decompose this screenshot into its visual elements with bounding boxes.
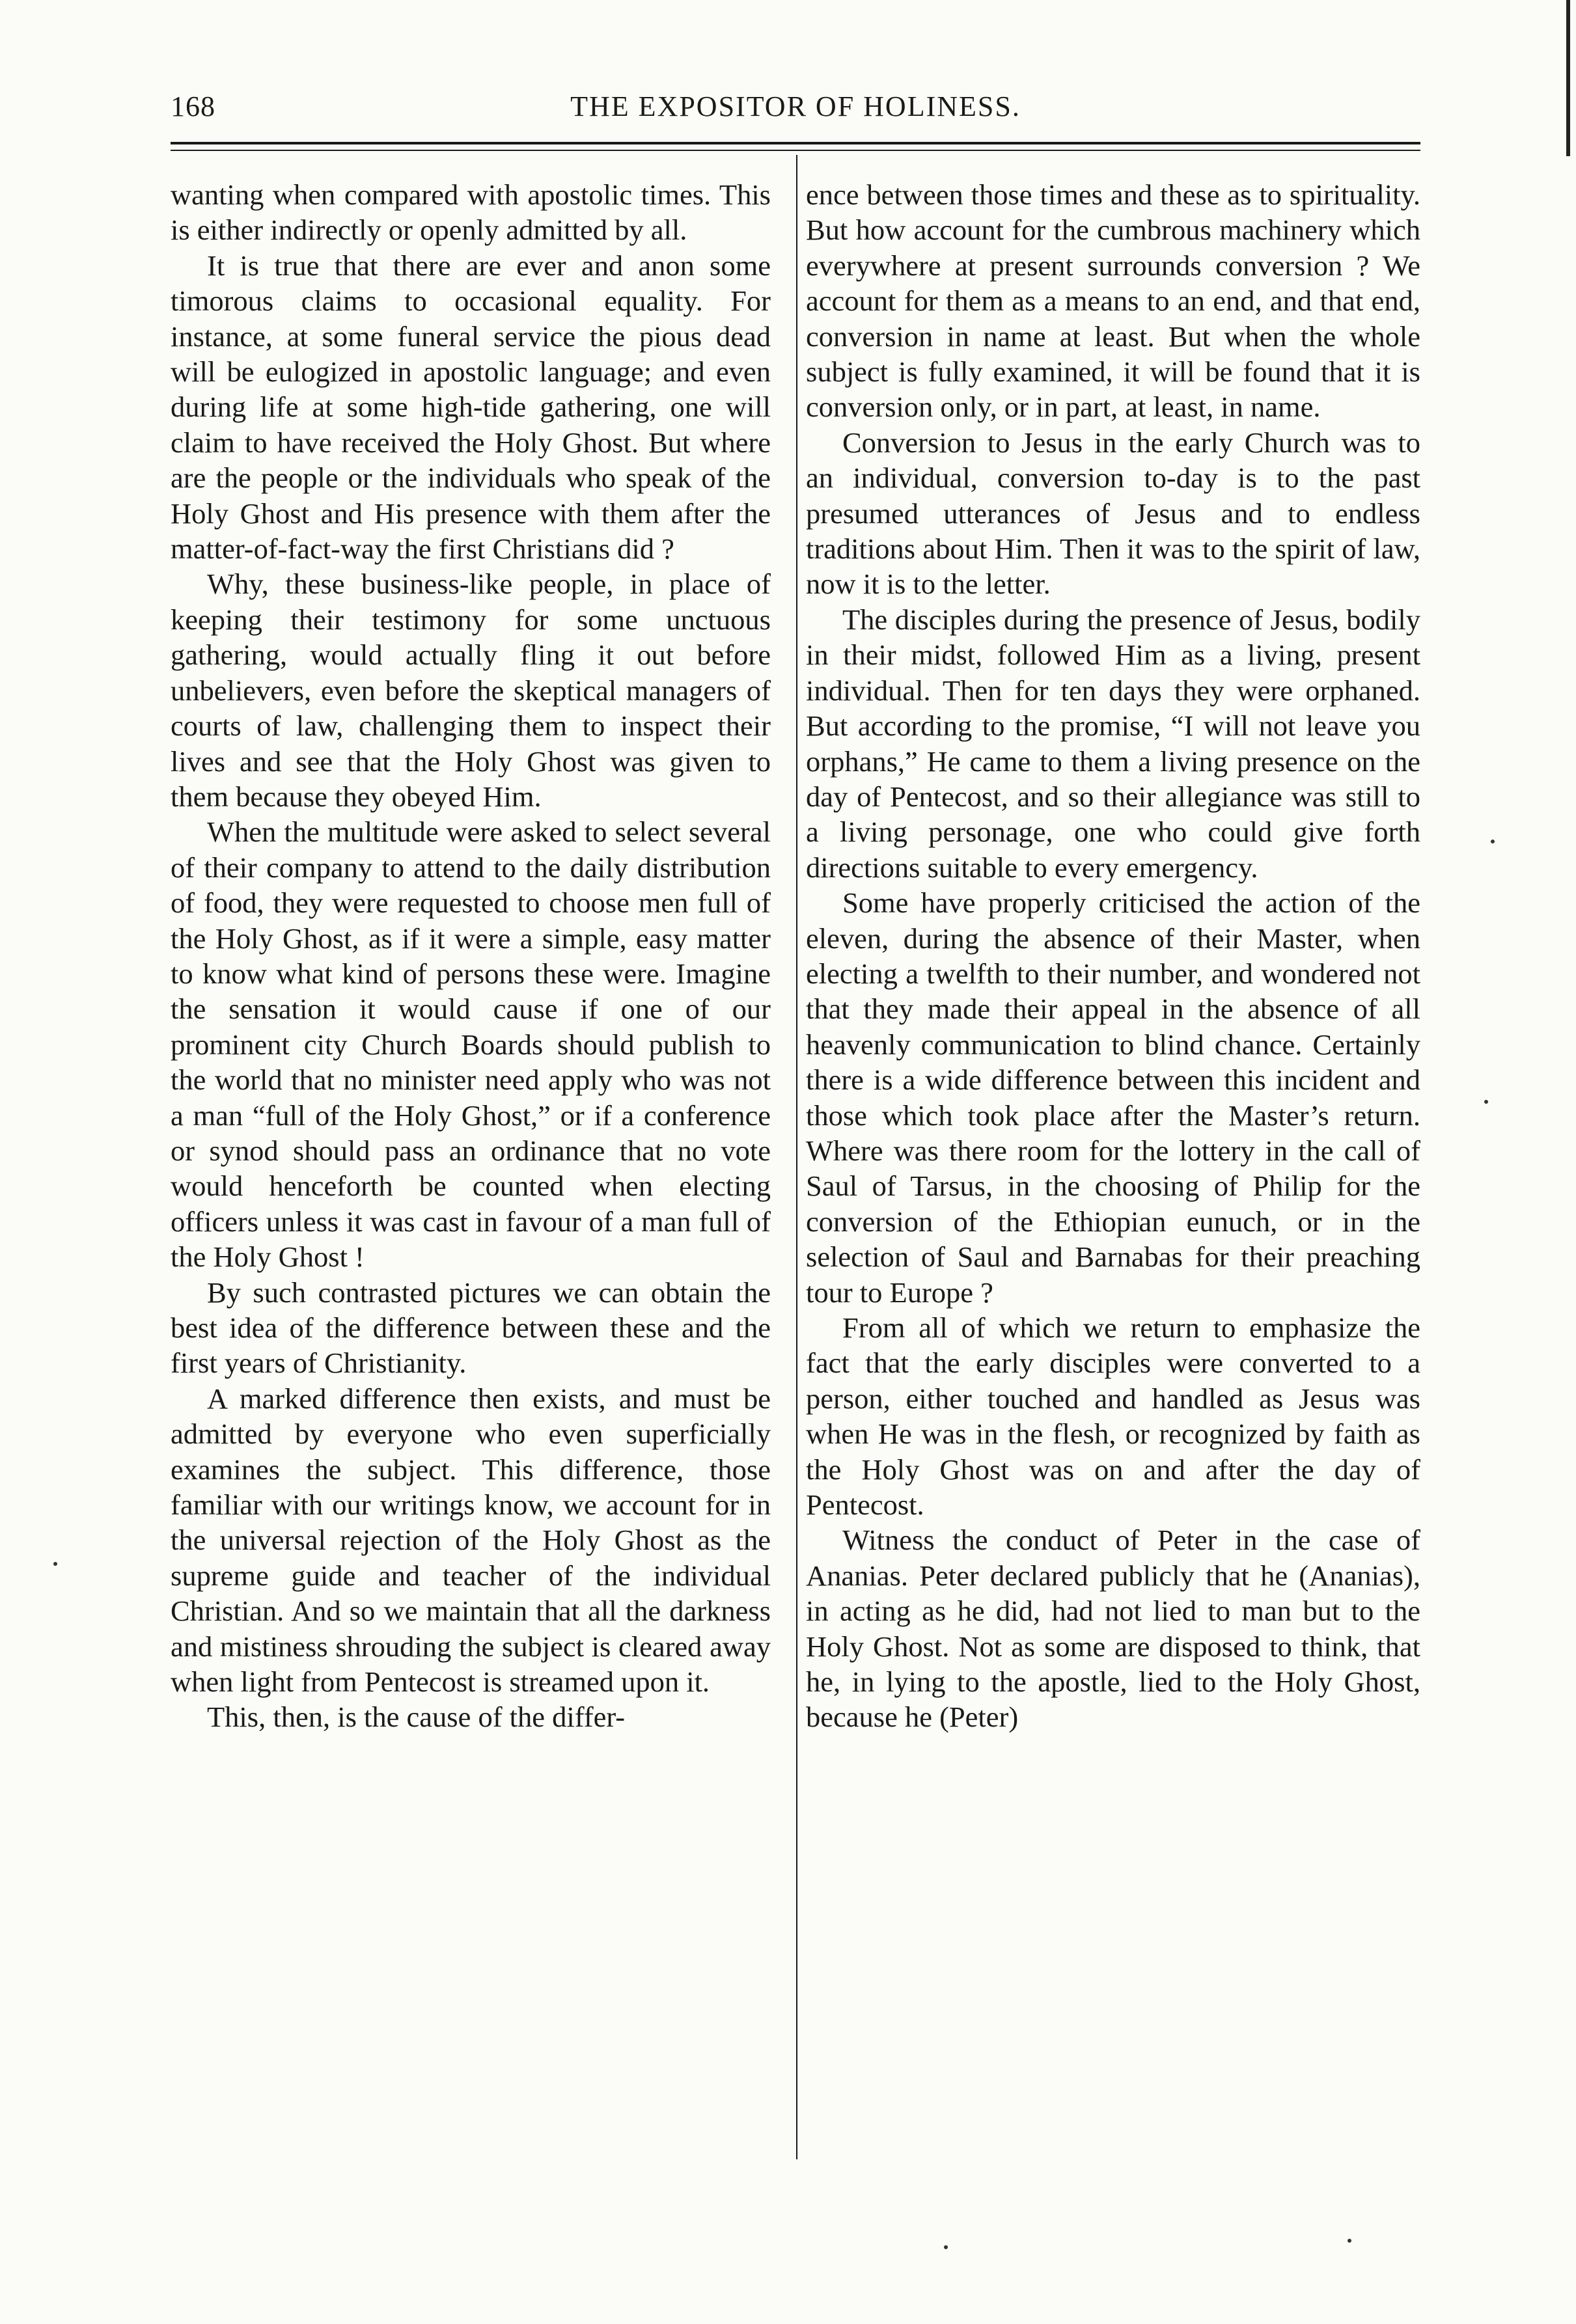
paragraph: By such contrasted pictures we can obtain the best idea of the difference between these and the first years of Christianity. [171,1276,771,1380]
page-header [171,90,1420,135]
paragraph: The disciples during the presence of Jesus, bodily in their midst, followed Him as a living, present individual. Then for ten days they were orphaned. But according to the promise, “I will not leave you orphans,” He came to them a living presence on the day of Pentecost, and so their allegiance was still to a living personage, one who could give forth directions suitable to every emergency. [806,603,1420,884]
header-rule-thin [171,150,1420,151]
paragraph: Conversion to Jesus in the early Church was to an individual, conversion to-day is to the past presumed utterances of Jesus and to endless traditions about Him. Then it was to the spirit of law, now it is to the letter. [806,426,1420,601]
header-rule-thick [171,142,1420,144]
running-title: THE EXPOSITOR OF HOLINESS. [570,90,1021,122]
page-number: 168 [171,90,215,122]
scan-speck [944,2245,948,2249]
paragraph: Some have properly criticised the action of the eleven, during the absence of their Master, when electing a twelfth to their number, and wondered not that they made their appeal in the absence of all heavenly communication to blind chance. Certainly there is a wide difference between this incident and those which took place after the Master’s return. Where was there room for the lottery in the call of Saul of Tarsus, in the choosing of Philip for the conversion of the Ethiopian eunuch, or in the selection of Saul and Barnabas for their preaching tour to Europe ? [806,886,1420,1309]
paragraph: wanting when compared with apostolic times. This is either indirectly or openly admitted by all. [171,178,771,247]
paragraph: ence between those times and these as to spirituality. But how account for the cumbrous machinery which everywhere at present surrounds conversion ? We account for them as a means to an end, and that end, conversion in name at least. But when the whole subject is fully examined, it will be found that it is conversion only, or in part, at least, in name. [806,178,1420,424]
paragraph: A marked difference then exists, and must be admitted by everyone who even superficially examines the subject. This difference, those familiar with our writings know, we account for in the universal rejection of the Holy Ghost as the supreme guide and teacher of the individual Christian. And so we maintain that all the darkness and mistiness shrouding the subject is cleared away when light from Pentecost is streamed upon it. [171,1382,771,1699]
scan-speck [1491,840,1495,843]
scan-speck [53,1562,57,1566]
scan-speck [1348,2239,1351,2243]
paragraph: This, then, is the cause of the differ- [207,1701,626,1734]
scan-speck [1484,1100,1488,1104]
paragraph: Why, these business-like people, in place of keeping their testimony for some unctuous gathering, would actually fling it out before unbelievers, even before the skeptical managers of courts of law, challenging them to inspect their lives and see that the Holy Ghost was given to them because they obeyed Him. [171,567,771,813]
paragraph: When the multitude were asked to select several of their company to attend to the daily distribution of food, they were requested to choose men full of the Holy Ghost, as if it were a simple, easy matter to know what kind of persons these were. Imagine the sensation it would cause if one of our prominent city Church Boards should publish to the world that no minister need apply who was not a man “full of the Holy Ghost,” or if a conference or synod should pass an ordinance that no vote would henceforth be counted when electing officers unless it was cast in favour of a man full of the Holy Ghost ! [171,815,771,1274]
column-divider [796,155,797,2159]
paragraph: Witness the conduct of Peter in the case of Ananias. Peter declared publicly that he (Ananias), in acting as he did, had not lied to man but to the Holy Ghost. Not as some are disposed to think, that he, in lying to the apostle, lied to the Holy Ghost, because he (Peter) [806,1524,1420,1734]
scan-edge-line [1566,0,1570,156]
left-column [171,177,771,1735]
right-column [806,177,1420,1735]
paragraph: From all of which we return to emphasize the fact that the early disciples were converted to a person, either touched and handled as Jesus was when He was in the flesh, or recognized by faith as the Holy Ghost was on and after the day of Pentecost. [806,1311,1420,1522]
paragraph: It is true that there are ever and anon some timorous claims to occasional equality. For instance, at some funeral service the pious dead will be eulogized in apostolic language; and even during life at some high-tide gathering, one will claim to have received the Holy Ghost. But where are the people or the individuals who speak of the Holy Ghost and His presence with them after the matter-of-fact-way the first Christians did ? [171,249,771,566]
